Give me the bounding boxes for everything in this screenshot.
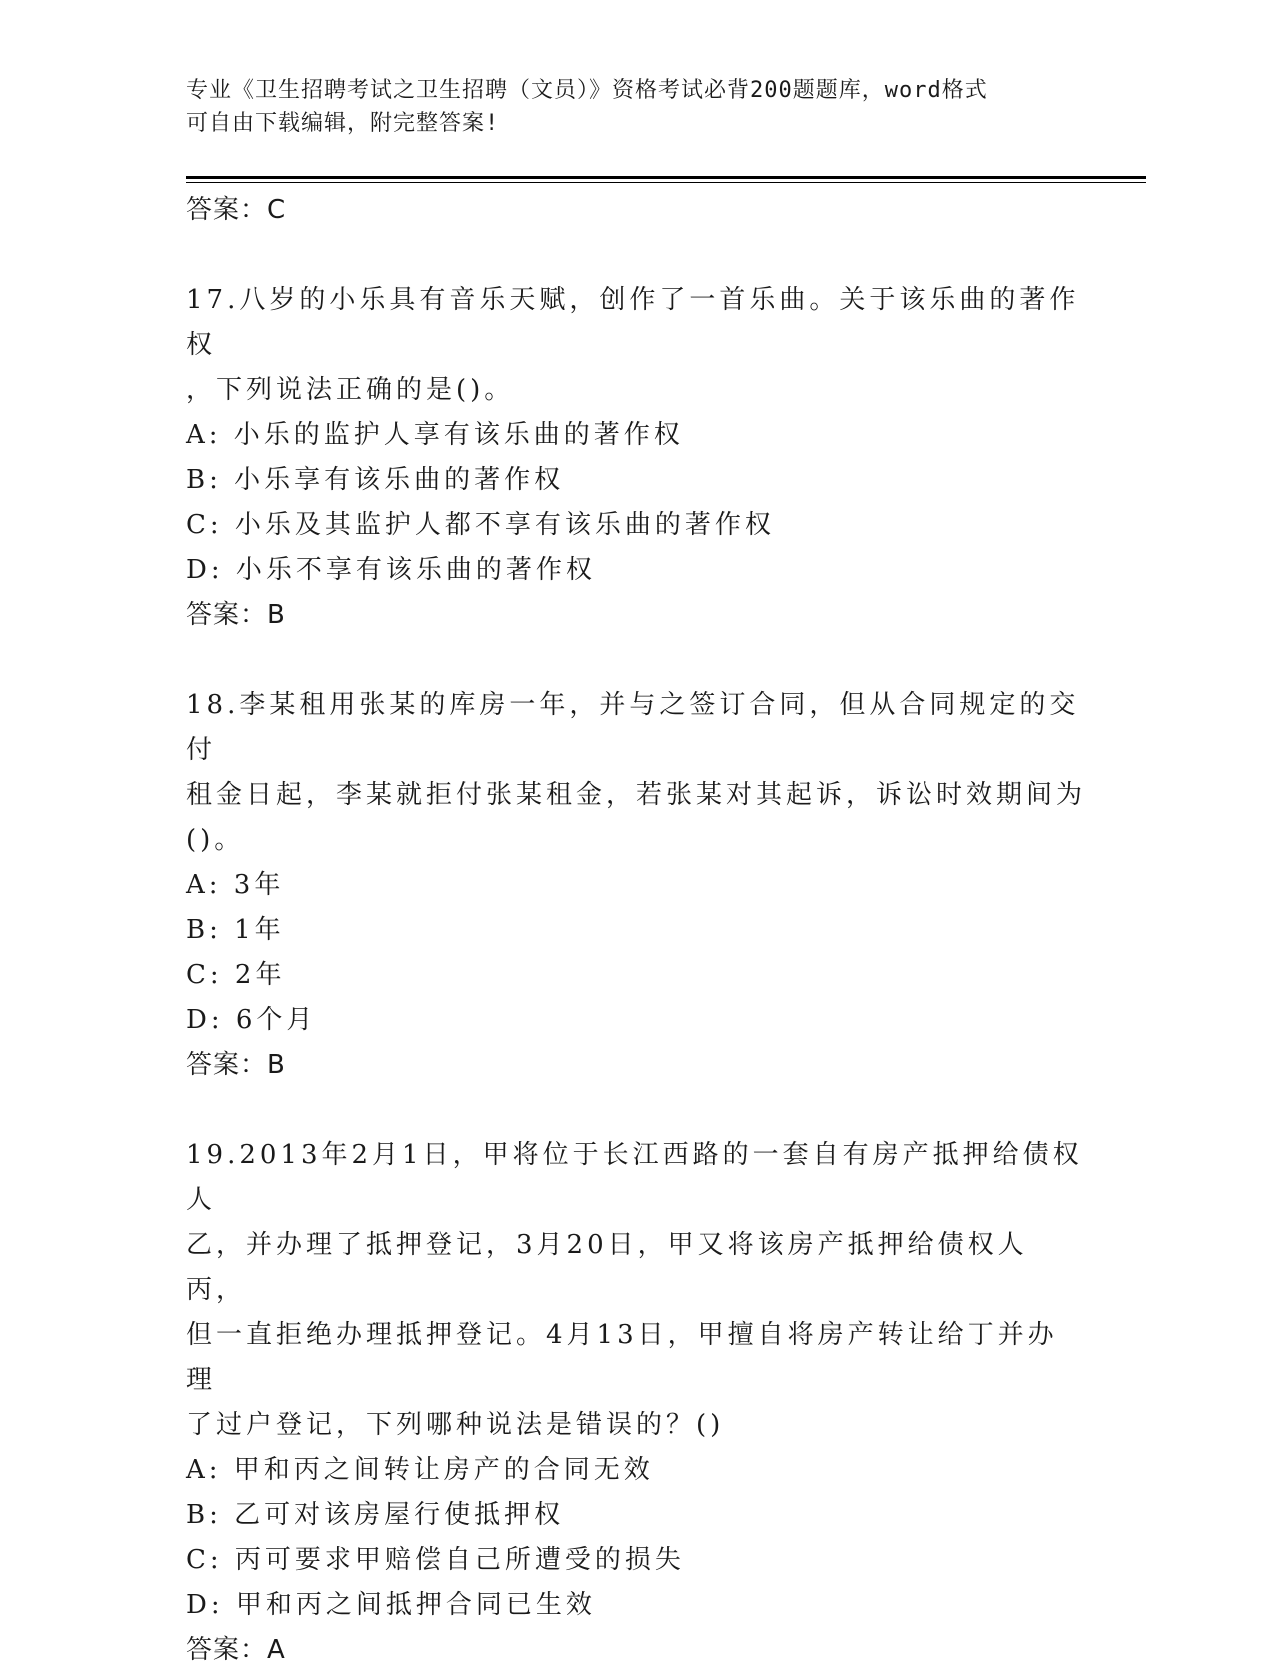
option-a: A: 小乐的监护人享有该乐曲的著作权 xyxy=(186,420,684,450)
option-b: B: 1年 xyxy=(186,915,285,945)
option-c: C: 丙可要求甲赔偿自己所遭受的损失 xyxy=(186,1545,685,1575)
question-text-line: 租金日起，李某就拒付张某租金，若张某对其起诉，诉讼时效期间为 xyxy=(186,780,1087,810)
question-text-line: ()。 xyxy=(186,825,245,855)
question-17 xyxy=(186,278,1086,638)
option-a: A: 3年 xyxy=(186,870,285,900)
option-b: B: 乙可对该房屋行使抵押权 xyxy=(186,1500,565,1530)
option-b: B: 小乐享有该乐曲的著作权 xyxy=(186,465,565,495)
answer: 答案：B xyxy=(186,600,286,630)
answer: 答案：A xyxy=(186,1635,286,1665)
question-text-line: 17.八岁的小乐具有音乐天赋，创作了一首乐曲。关于该乐曲的著作权 xyxy=(186,285,1080,360)
option-d: D: 甲和丙之间抵押合同已生效 xyxy=(186,1590,596,1620)
question-text-line: 18.李某租用张某的库房一年，并与之签订合同，但从合同规定的交付 xyxy=(186,690,1080,765)
question-18 xyxy=(186,683,1086,1088)
question-text-line: 乙，并办理了抵押登记，3月20日，甲又将该房产抵押给债权人丙， xyxy=(186,1230,1028,1305)
question-text-line: 了过户登记，下列哪种说法是错误的？() xyxy=(186,1410,725,1440)
header-line-2: 可自由下载编辑，附完整答案! xyxy=(186,111,500,136)
previous-answer: 答案：C xyxy=(186,195,287,225)
option-c: C: 2年 xyxy=(186,960,286,990)
answer: 答案：B xyxy=(186,1050,286,1080)
header-line-1: 专业《卫生招聘考试之卫生招聘（文员）》资格考试必背200题题库，word格式 xyxy=(186,78,988,103)
question-19 xyxy=(186,1133,1086,1673)
header-rule-thin xyxy=(186,182,1146,183)
option-d: D: 6个月 xyxy=(186,1005,317,1035)
document-body xyxy=(186,188,1086,1673)
question-text-line: ，下列说法正确的是()。 xyxy=(186,375,515,405)
header-rule-thick xyxy=(186,176,1146,179)
question-text-line: 但一直拒绝办理抵押登记。4月13日，甲擅自将房产转让给丁并办理 xyxy=(186,1320,1058,1395)
option-d: D: 小乐不享有该乐曲的著作权 xyxy=(186,555,596,585)
document-header xyxy=(186,74,1086,140)
question-text-line: 19.2013年2月1日，甲将位于长江西路的一套自有房产抵押给债权人 xyxy=(186,1140,1083,1215)
option-a: A: 甲和丙之间转让房产的合同无效 xyxy=(186,1455,654,1485)
option-c: C: 小乐及其监护人都不享有该乐曲的著作权 xyxy=(186,510,775,540)
